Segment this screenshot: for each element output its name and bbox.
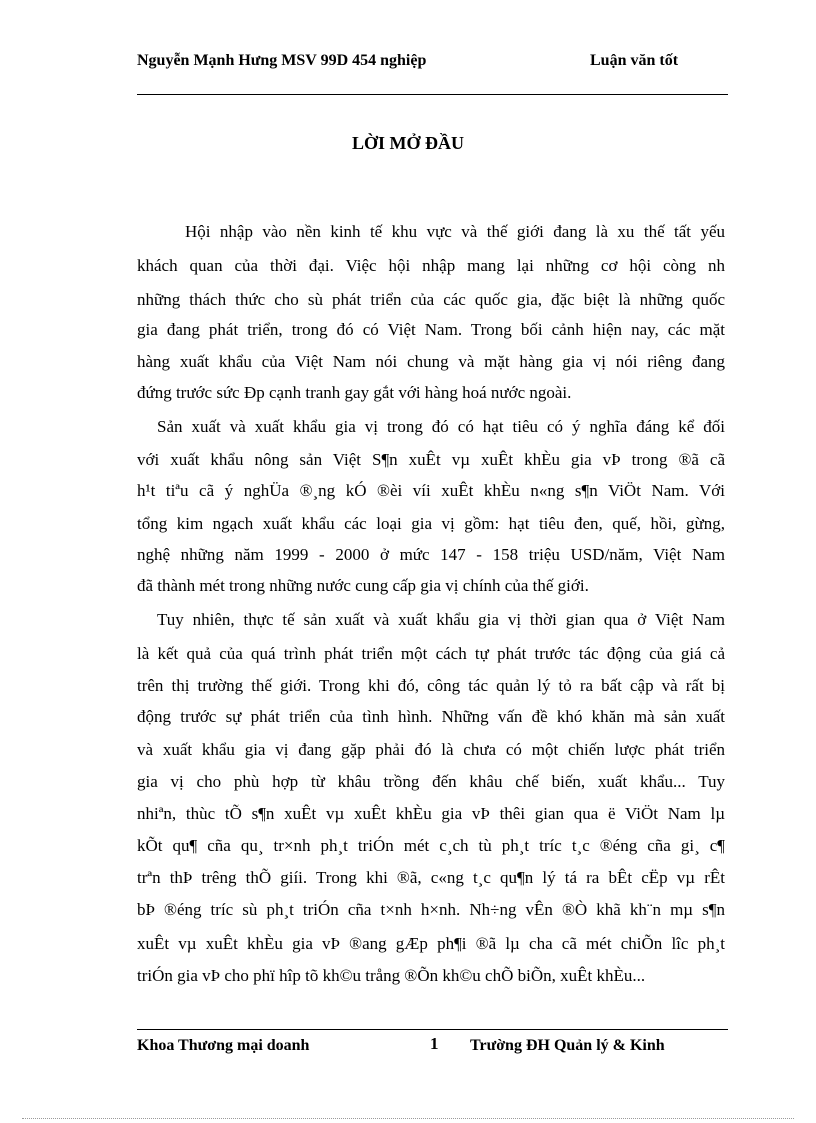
header-rule <box>137 94 728 95</box>
footer-school: Trường ĐH Quản lý & Kinh <box>470 1037 665 1054</box>
text-line: kÕt qu¶ cña qu¸ tr×nh ph¸t triÓn mét c¸ch tù ph¸t tríc t¸c ®éng cña gi¸ c¶ <box>137 836 725 855</box>
text-line: triÓn gia vÞ cho phï hîp tõ kh©u trång ®Õn kh©u chÕ biÕn, xuÊt khÈu... <box>137 966 646 985</box>
text-line: hàng xuất khẩu của Việt Nam nói chung và mặt hàng gia vị nói riêng đang <box>137 352 725 371</box>
text-line: khách quan của thời đại. Việc hội nhập mang lại những cơ hội còng nh <box>137 256 725 275</box>
header-doc-type: Luận văn tốt <box>590 52 679 69</box>
text-line: nhiªn, thùc tÕ s¶n xuÊt vµ xuÊt khÈu gia vÞ thêi gian qua ë ViÖt Nam lµ <box>137 804 725 823</box>
page-title: LỜI MỞ ĐẦU <box>352 133 464 153</box>
footer-faculty: Khoa Thương mại doanh <box>137 1037 310 1054</box>
text-line: trên thị trường thế giới. Trong khi đó, công tác quản lý tỏ ra bất cập và rất bị <box>137 676 725 695</box>
text-line: xuÊt vµ xuÊt khÈu gia vÞ ®ang gÆp ph¶i ®ã lµ cha cã mét chiÕn lîc ph¸t <box>137 934 725 953</box>
text-line: những thách thức cho sù phát triển của các quốc gia, đặc biệt là những quốc <box>137 290 725 309</box>
text-line: và xuất khẩu gia vị đang gặp phải đó là chưa có một chiến lược phát triển <box>137 740 725 759</box>
footer-rule <box>137 1029 728 1030</box>
header-author: Nguyễn Mạnh Hưng MSV 99D 454 nghiệp <box>137 52 427 69</box>
text-line: với xuất khẩu nông sản Việt S¶n xuÊt vµ xuÊt khÈu gia vÞ trong ®ã cã <box>137 450 725 469</box>
text-line: động trước sự phát triển của tình hình. Những vấn đề khó khăn mà sản xuất <box>137 707 725 726</box>
text-line: bÞ ®éng tríc sù ph¸t triÓn cña t×nh h×nh. Nh÷ng vÊn ®Ò khã kh¨n mµ s¶n <box>137 900 725 919</box>
text-line: gia vị cho phù hợp từ khâu trồng đến khâu chế biến, xuất khẩu... Tuy <box>137 772 725 791</box>
text-line: là kết quả của quá trình phát triển một cách tự phát trước tác động của giá cả <box>137 644 725 663</box>
text-line: đã thành mét trong những nước cung cấp gia vị chính của thế giới. <box>137 576 589 595</box>
page-header <box>137 50 727 71</box>
text-line: đứng trước sức Ðp cạnh tranh gay gắt với hàng hoá nước ngoài. <box>137 383 572 402</box>
page-boundary-dots <box>22 1118 794 1119</box>
text-line: gia đang phát triển, trong đó có Việt Nam. Trong bối cảnh hiện nay, các mặt <box>137 320 725 339</box>
page-number: 1 <box>430 1034 439 1053</box>
text-line: Tuy nhiên, thực tế sản xuất và xuất khẩu gia vị thời gian qua ở Việt Nam <box>157 610 725 629</box>
text-line: h¹t tiªu cã ý nghÜa ®¸ng kÓ ®èi víi xuÊt khÈu n«ng s¶n ViÖt Nam. Với <box>137 481 725 500</box>
text-line: trªn thÞ trêng thÕ giíi. Trong khi ®ã, c«ng t¸c qu¶n lý tá ra bÊt cËp vµ rÊt <box>137 868 725 887</box>
text-line: Hội nhập vào nền kinh tế khu vực và thế giới đang là xu thế tất yếu <box>185 222 725 241</box>
text-line: tổng kim ngạch xuất khẩu các loại gia vị gồm: hạt tiêu đen, quế, hồi, gừng, <box>137 514 725 533</box>
text-line: nghệ những năm 1999 - 2000 ở mức 147 - 158 triệu USD/năm, Việt Nam <box>137 545 725 564</box>
page-footer <box>137 1036 727 1056</box>
text-line: Sản xuất và xuất khẩu gia vị trong đó có hạt tiêu có ý nghĩa đáng kể đối <box>157 417 725 436</box>
